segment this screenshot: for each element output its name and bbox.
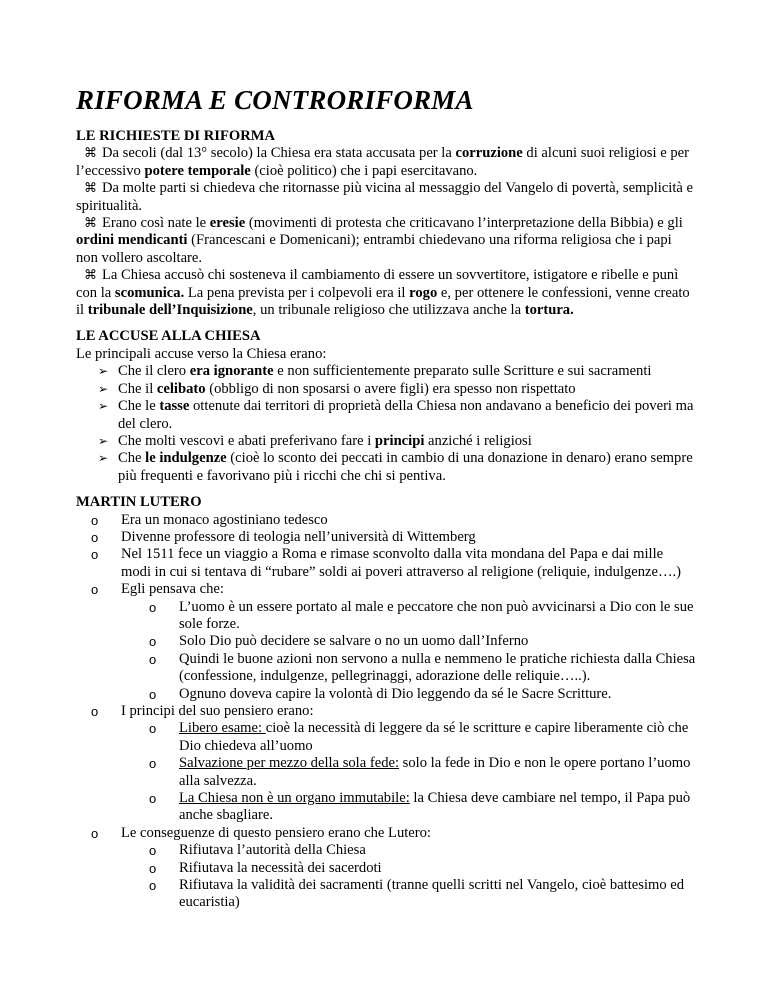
text-run: Che le: [118, 398, 160, 415]
accusa-item: [96, 398, 696, 433]
arrow-bullet-icon: ➢: [98, 381, 109, 396]
text-run: anziché i religiosi: [424, 432, 532, 449]
text-run: solo la fede in Dio e non le opere portano l’uomo alla salvezza.: [179, 755, 691, 789]
text-run: L’uomo è un essere portato al male e peccatore che non può avvicinarsi a Dio con le sue sole forze.: [179, 598, 694, 632]
text-run: Che molti vescovi e abati preferivano fare i: [118, 432, 375, 449]
text-run: Le conseguenze di questo pensiero erano che Lutero:: [121, 824, 431, 841]
circle-bullet-icon: o: [149, 843, 157, 859]
lutero-sublist: [121, 599, 696, 703]
accuse-intro: Le principali accuse verso la Chiesa erano:: [76, 345, 327, 362]
section-heading-richieste: LE RICHIESTE DI RIFORMA: [76, 128, 276, 144]
lutero-subitem: [149, 686, 696, 703]
text-run: la Chiesa deve cambiare nel tempo, il Papa può anche sbagliare.: [179, 790, 691, 824]
section-heading-accuse: LE ACCUSE ALLA CHIESA: [76, 328, 261, 345]
bold-term: tortura.: [524, 302, 574, 319]
section-accuse: [76, 328, 696, 485]
text-run: Solo Dio può decidere se salvare o no un uomo dall’Inferno: [179, 633, 529, 650]
bold-term: eresie: [209, 215, 246, 232]
text-run: di alcuni suoi religiosi e per l’eccessivo: [76, 145, 689, 179]
text-run: Da secoli (dal 13° secolo) la Chiesa era stata accusata per la: [102, 145, 456, 162]
text-run: e non sufficientemente preparato sulle Scritture e sui sacramenti: [273, 363, 652, 380]
accusa-item: [96, 433, 696, 450]
underlined-term: Salvazione per mezzo della sola fede:: [179, 755, 400, 772]
text-run: (cioè lo sconto dei peccati in cambio di una donazione in denaro) erano sempre più frequenti e favorivano più i ricchi che chi si pentiva.: [118, 450, 693, 484]
circle-bullet-icon: o: [91, 582, 99, 598]
lutero-item: [91, 512, 696, 529]
text-run: Rifiutava la necessità dei sacerdoti: [179, 859, 382, 876]
lutero-subitem: [149, 790, 696, 825]
text-run: Erano così nate le: [102, 215, 210, 232]
circle-bullet-icon: o: [149, 651, 157, 667]
command-symbol-icon: ⌘: [84, 268, 97, 284]
accuse-list: [76, 363, 696, 485]
accusa-item: [96, 381, 696, 398]
bold-term: era ignorante: [189, 363, 274, 380]
circle-bullet-icon: o: [91, 529, 99, 545]
circle-bullet-icon: o: [149, 721, 157, 737]
bold-term: scomunica.: [114, 284, 185, 301]
text-run: Era un monaco agostiniano tedesco: [121, 511, 328, 528]
command-symbol-icon: ⌘: [84, 146, 97, 162]
lutero-sublist: [121, 720, 696, 824]
arrow-bullet-icon: ➢: [98, 364, 109, 379]
bold-term: ordini mendicanti: [76, 232, 188, 249]
text-run: cioè la necessità di leggere da sé le scritture e capire liberamente ciò che Dio chiedeva all’uomo: [179, 720, 689, 754]
lutero-subitem: [149, 633, 696, 650]
bold-term: corruzione: [455, 145, 523, 162]
lutero-item: [91, 581, 696, 703]
lutero-list: [76, 512, 696, 912]
lutero-item: [91, 546, 696, 581]
document-title: RIFORMA E CONTRORIFORMA: [76, 85, 474, 115]
accusa-item: [96, 363, 696, 380]
text-run: Da molte parti si chiedeva che ritornasse più vicina al messaggio del Vangelo di povertà, semplicità e spiritualità.: [76, 180, 693, 214]
circle-bullet-icon: o: [149, 756, 157, 772]
text-run: Ognuno doveva capire la volontà di Dio leggendo da sé le Sacre Scritture.: [179, 685, 612, 702]
lutero-subitem: [149, 651, 696, 686]
lutero-sublist: [121, 842, 696, 912]
arrow-bullet-icon: ➢: [98, 399, 109, 414]
accusa-item: [96, 450, 696, 485]
text-run: Rifiutava l’autorità della Chiesa: [179, 842, 366, 859]
circle-bullet-icon: o: [91, 825, 99, 841]
section-richieste: [76, 128, 696, 319]
circle-bullet-icon: o: [91, 547, 99, 563]
bold-term: le indulgenze: [145, 450, 227, 467]
lutero-subitem: [149, 599, 696, 634]
text-run: ottenute dai territori di proprietà della Chiesa non andavano a beneficio dei poveri ma del clero.: [118, 398, 694, 432]
section-lutero: [76, 494, 696, 912]
lutero-item: [91, 703, 696, 825]
bold-term: tribunale dell’Inquisizione: [87, 302, 253, 319]
circle-bullet-icon: o: [91, 704, 99, 719]
lutero-subitem: [149, 842, 696, 859]
circle-bullet-icon: o: [149, 860, 157, 876]
richieste-paragraph: [76, 145, 696, 180]
bold-term: principi: [374, 432, 425, 449]
lutero-subitem: [149, 720, 696, 755]
text-run: Che il clero: [118, 363, 190, 380]
text-run: Nel 1511 fece un viaggio a Roma e rimase sconvolto dalla vita mondana del Papa e dai mille modi in cui si tentava di “rubare” soldi ai poveri attraverso al religione (reliquie, indulgenze….): [121, 546, 682, 580]
text-run: I principi del suo pensiero erano:: [121, 703, 314, 719]
text-run: Rifiutava la validità dei sacramenti (tranne quelli scritti nel Vangelo, cioè battesimo ed eucaristia): [179, 877, 685, 911]
underlined-term: Libero esame:: [179, 720, 266, 737]
richieste-paragraph: [76, 180, 696, 215]
text-run: (movimenti di protesta che criticavano l’interpretazione della Bibbia) e gli: [245, 215, 683, 232]
circle-bullet-icon: o: [149, 791, 157, 807]
text-run: Che il: [118, 380, 157, 397]
text-run: Quindi le buone azioni non servono a nulla e nemmeno le pratiche richiesta dalla Chiesa (confessione, indulgenze, pellegrinaggi, adorazione delle reliquie…..).: [179, 650, 696, 685]
arrow-bullet-icon: ➢: [98, 433, 109, 448]
bold-term: rogo: [409, 284, 438, 301]
text-run: (Francescani e Domenicani); entrambi chiedevano una riforma religiosa che i papi non vollero ascoltare.: [76, 232, 672, 266]
text-run: La Chiesa accusò chi sosteneva il cambiamento di essere un sovvertitore, istigatore e ribelle e punì con la: [76, 267, 679, 301]
lutero-subitem: [149, 860, 696, 877]
arrow-bullet-icon: ➢: [98, 451, 109, 466]
text-run: , un tribunale religioso che utilizzava anche la: [252, 302, 525, 319]
lutero-subitem: [149, 877, 696, 912]
richieste-paragraph: [76, 215, 696, 267]
circle-bullet-icon: o: [149, 634, 157, 650]
command-symbol-icon: ⌘: [84, 216, 97, 232]
lutero-item: [91, 825, 696, 912]
circle-bullet-icon: o: [149, 599, 157, 615]
section-heading-lutero: MARTIN LUTERO: [76, 494, 202, 511]
circle-bullet-icon: o: [91, 512, 99, 528]
text-run: Divenne professore di teologia nell’università di Wittemberg: [121, 528, 476, 545]
document-page: [76, 84, 696, 912]
bold-term: celibato: [156, 380, 206, 397]
underlined-term: La Chiesa non è un organo immutabile:: [179, 790, 410, 807]
command-symbol-icon: ⌘: [84, 181, 97, 197]
circle-bullet-icon: o: [149, 878, 157, 894]
lutero-item: [91, 529, 696, 546]
text-run: La pena prevista per i colpevoli era il: [184, 284, 410, 301]
richieste-paragraphs: [76, 145, 696, 319]
circle-bullet-icon: o: [149, 686, 157, 702]
richieste-paragraph: [76, 267, 696, 319]
lutero-subitem: [149, 755, 696, 790]
text-run: e, per ottenere le confessioni, venne creato il: [76, 284, 690, 319]
bold-term: tasse: [159, 398, 190, 415]
bold-term: potere temporale: [144, 162, 251, 179]
text-run: (obbligo di non sposarsi o avere figli) era spesso non rispettato: [205, 380, 576, 397]
text-run: (cioè politico) che i papi esercitavano.: [250, 162, 478, 179]
text-run: Egli pensava che:: [121, 581, 224, 598]
text-run: Che: [118, 450, 146, 467]
